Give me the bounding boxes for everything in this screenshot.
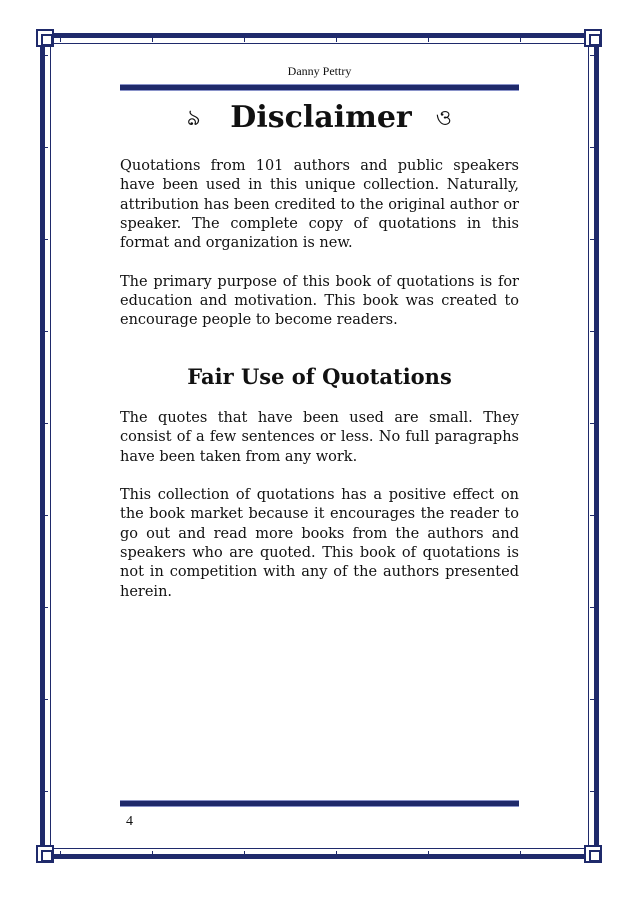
border-ticks-left: [42, 55, 48, 839]
border-ticks-top: [60, 36, 578, 42]
paragraph: This collection of quotations has a positive effect on the book market because it encourages the reader to go out and read more books from the authors and speakers who are quoted. This book of quotations is not in competition with any of the authors presented herein.: [120, 487, 519, 600]
flourish-right-icon: ও: [435, 105, 452, 131]
footer-rule: [120, 800, 519, 807]
corner-ornament-top-right: [584, 29, 602, 47]
flourish-left-icon: ঌ: [187, 105, 201, 131]
running-header-author: Danny Pettry: [287, 64, 352, 78]
corner-ornament-top-left: [36, 29, 54, 47]
border-ticks-right: [590, 55, 596, 839]
page-number: 4: [126, 814, 133, 829]
disclaimer-section: [120, 157, 519, 350]
fair-use-section: [120, 409, 519, 621]
corner-ornament-bottom-left: [36, 845, 54, 863]
border-ticks-bottom: [60, 851, 578, 857]
corner-ornament-bottom-right: [584, 845, 602, 863]
header-rule: [120, 84, 519, 91]
page-title-text: Disclaimer: [230, 100, 412, 135]
paragraph: The quotes that have been used are small. They consist of a few sentences or less. No full paragraphs have been taken from any work.: [120, 410, 519, 465]
paragraph: Quotations from 101 authors and public speakers have been used in this unique collection. Naturally, attribution has been credited to the original author or speaker. The complete copy of quotations in this format and organization is new.: [120, 158, 519, 252]
section-heading: Fair Use of Quotations: [187, 364, 452, 389]
paragraph: The primary purpose of this book of quotations is for education and motivation. This book was created to encourage people to become readers.: [120, 273, 519, 329]
page-title: [120, 100, 519, 138]
